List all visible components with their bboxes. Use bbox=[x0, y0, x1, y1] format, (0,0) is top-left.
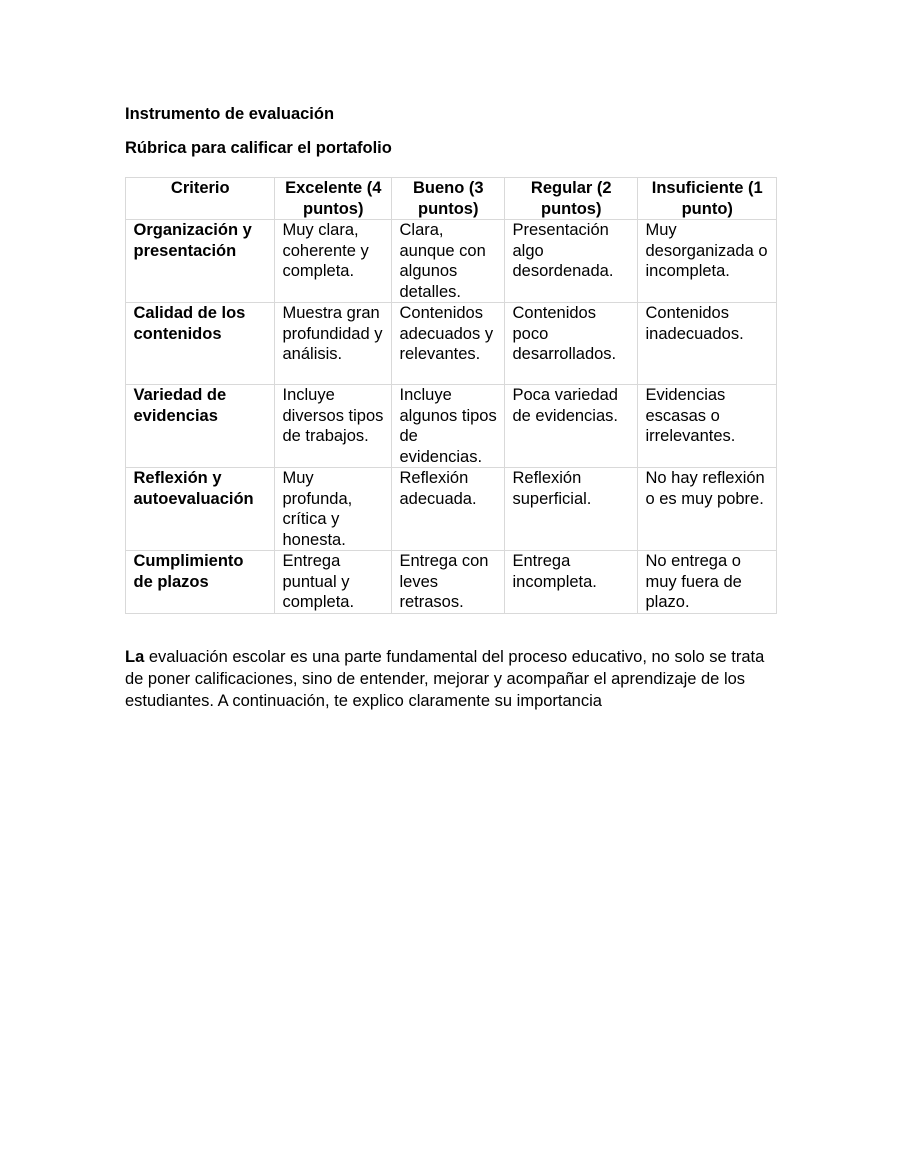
table-cell: Poca variedad de evidencias. bbox=[505, 385, 638, 468]
table-row bbox=[126, 551, 777, 614]
table-cell: Entrega con leves retrasos. bbox=[392, 551, 505, 614]
paragraph-text: evaluación escolar es una parte fundamental del proceso educativo, no solo se trata de poner calificaciones, sino de entender, mejorar y acompañar el aprendizaje de los estudiantes. A continuación, te explico claramente su importancia bbox=[125, 647, 765, 710]
table-cell: Contenidos inadecuados. bbox=[638, 303, 777, 385]
body-paragraph bbox=[125, 646, 777, 712]
table-header-row bbox=[126, 178, 777, 220]
rubric-table bbox=[125, 177, 777, 614]
table-row bbox=[126, 468, 777, 551]
criterion-cell: Reflexión y autoevaluación bbox=[126, 468, 275, 551]
table-cell: Presentación algo desordenada. bbox=[505, 220, 638, 303]
table-cell: Muy clara, coherente y completa. bbox=[275, 220, 392, 303]
criterion-cell: Cumplimiento de plazos bbox=[126, 551, 275, 614]
table-cell: Incluye algunos tipos de evidencias. bbox=[392, 385, 505, 468]
table-cell: Contenidos poco desarrollados. bbox=[505, 303, 638, 385]
header-excelente: Excelente (4 puntos) bbox=[275, 178, 392, 220]
paragraph-lead: La bbox=[125, 647, 145, 666]
table-cell: Reflexión adecuada. bbox=[392, 468, 505, 551]
table-cell: Muy profunda, crítica y honesta. bbox=[275, 468, 392, 551]
criterion-cell: Organización y presentación bbox=[126, 220, 275, 303]
header-criterio: Criterio bbox=[126, 178, 275, 220]
document-subtitle: Rúbrica para calificar el portafolio bbox=[125, 139, 392, 157]
table-cell: No hay reflexión o es muy pobre. bbox=[638, 468, 777, 551]
table-row bbox=[126, 220, 777, 303]
table-cell: Contenidos adecuados y relevantes. bbox=[392, 303, 505, 385]
table-cell: Evidencias escasas o irrelevantes. bbox=[638, 385, 777, 468]
header-bueno: Bueno (3 puntos) bbox=[392, 178, 505, 220]
table-cell: Clara, aunque con algunos detalles. bbox=[392, 220, 505, 303]
document-title: Instrumento de evaluación bbox=[125, 105, 335, 123]
table-cell: Incluye diversos tipos de trabajos. bbox=[275, 385, 392, 468]
table-cell: Reflexión superficial. bbox=[505, 468, 638, 551]
criterion-cell: Calidad de los contenidos bbox=[126, 303, 275, 385]
table-cell: Muy desorganizada o incompleta. bbox=[638, 220, 777, 303]
table-cell: Muestra gran profundidad y análisis. bbox=[275, 303, 392, 385]
header-insuficiente: Insuficiente (1 punto) bbox=[638, 178, 777, 220]
table-cell: Entrega incompleta. bbox=[505, 551, 638, 614]
criterion-cell: Variedad de evidencias bbox=[126, 385, 275, 468]
document-page bbox=[125, 104, 777, 728]
header-regular: Regular (2 puntos) bbox=[505, 178, 638, 220]
table-cell: No entrega o muy fuera de plazo. bbox=[638, 551, 777, 614]
table-row bbox=[126, 385, 777, 468]
table-cell: Entrega puntual y completa. bbox=[275, 551, 392, 614]
table-row bbox=[126, 303, 777, 385]
